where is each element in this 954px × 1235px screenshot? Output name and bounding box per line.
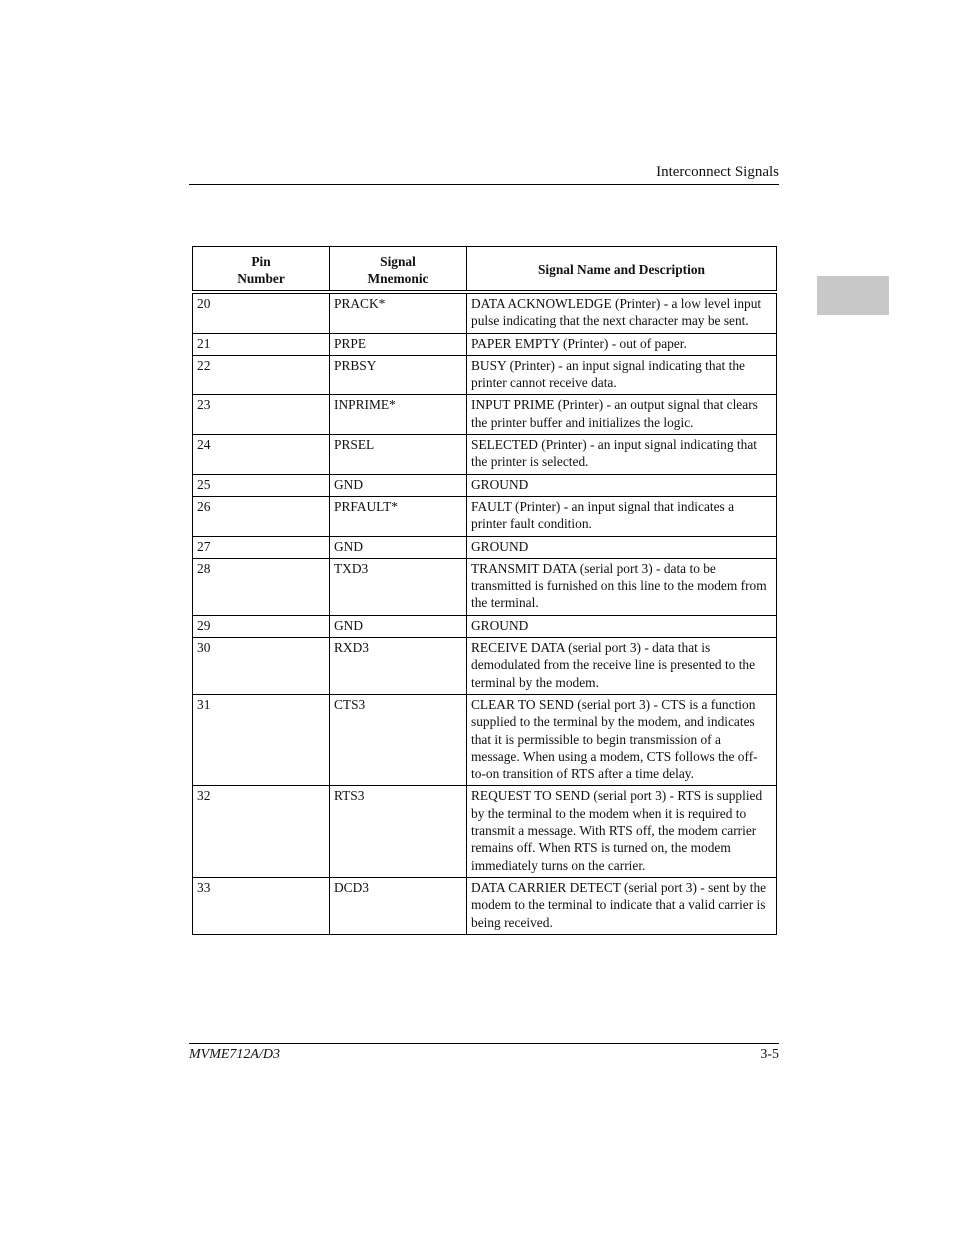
- signal-description-cell: PAPER EMPTY (Printer) - out of paper.: [467, 333, 777, 355]
- table-row: [193, 333, 777, 355]
- pin-number-cell: 27: [193, 536, 330, 558]
- table-row: [193, 536, 777, 558]
- signal-table-body: [193, 292, 777, 934]
- column-header-signal-mnemonic: Signal Mnemonic: [330, 247, 467, 293]
- signal-description-cell: DATA ACKNOWLEDGE (Printer) - a low level input pulse indicating that the next character may be sent.: [467, 292, 777, 333]
- table-row: [193, 558, 777, 615]
- column-header-pin-number: Pin Number: [193, 247, 330, 293]
- pin-number-cell: 33: [193, 877, 330, 934]
- pin-number-cell: 31: [193, 694, 330, 785]
- signal-description-cell: RECEIVE DATA (serial port 3) - data that is demodulated from the receive line is presented to the terminal by the modem.: [467, 638, 777, 695]
- pin-number-cell: 20: [193, 292, 330, 333]
- signal-description-cell: SELECTED (Printer) - an input signal indicating that the printer is selected.: [467, 435, 777, 475]
- pin-number-cell: 23: [193, 395, 330, 435]
- signal-mnemonic-cell: PRBSY: [330, 355, 467, 395]
- pin-number-cell: 25: [193, 474, 330, 496]
- table-row: [193, 638, 777, 695]
- table-row: [193, 395, 777, 435]
- signal-description-cell: REQUEST TO SEND (serial port 3) - RTS is supplied by the terminal to the modem when it is required to transmit a message. With RTS off, the modem carrier remains off. When RTS is turned on, the modem immediately turns on the carrier.: [467, 786, 777, 877]
- pin-number-cell: 22: [193, 355, 330, 395]
- footer-rule: [189, 1043, 779, 1044]
- signal-description-cell: GROUND: [467, 536, 777, 558]
- footer-document-id: MVME712A/D3: [189, 1047, 280, 1062]
- signal-mnemonic-cell: GND: [330, 615, 467, 637]
- pin-number-cell: 30: [193, 638, 330, 695]
- signal-mnemonic-cell: GND: [330, 536, 467, 558]
- signal-mnemonic-cell: PRACK*: [330, 292, 467, 333]
- signal-mnemonic-cell: CTS3: [330, 694, 467, 785]
- footer-page-number: 3-5: [760, 1047, 779, 1062]
- signal-description-cell: TRANSMIT DATA (serial port 3) - data to be transmitted is furnished on this line to the modem from the terminal.: [467, 558, 777, 615]
- signal-mnemonic-cell: PRSEL: [330, 435, 467, 475]
- signal-mnemonic-cell: PRPE: [330, 333, 467, 355]
- table-row: [193, 496, 777, 536]
- signal-mnemonic-cell: GND: [330, 474, 467, 496]
- table-row: [193, 877, 777, 934]
- pin-number-cell: 29: [193, 615, 330, 637]
- table-row: [193, 355, 777, 395]
- signal-mnemonic-cell: RTS3: [330, 786, 467, 877]
- signal-mnemonic-cell: DCD3: [330, 877, 467, 934]
- pin-number-cell: 32: [193, 786, 330, 877]
- table-row: [193, 694, 777, 785]
- signal-description-cell: FAULT (Printer) - an input signal that indicates a printer fault condition.: [467, 496, 777, 536]
- signal-mnemonic-cell: PRFAULT*: [330, 496, 467, 536]
- header-rule: [189, 184, 779, 185]
- signal-description-cell: CLEAR TO SEND (serial port 3) - CTS is a function supplied to the terminal by the modem, and indicates that it is permissible to begin transmission of a message. When using a modem, CTS follows the off-to-on transition of RTS after a time delay.: [467, 694, 777, 785]
- running-header-title: Interconnect Signals: [656, 164, 779, 180]
- signal-description-cell: GROUND: [467, 615, 777, 637]
- signal-description-cell: DATA CARRIER DETECT (serial port 3) - sent by the modem to the terminal to indicate that a valid carrier is being received.: [467, 877, 777, 934]
- table-header-row: [193, 247, 777, 293]
- pin-number-cell: 26: [193, 496, 330, 536]
- signal-description-cell: INPUT PRIME (Printer) - an output signal that clears the printer buffer and initializes the logic.: [467, 395, 777, 435]
- signal-mnemonic-cell: RXD3: [330, 638, 467, 695]
- table-row: [193, 615, 777, 637]
- table-row: [193, 292, 777, 333]
- signal-mnemonic-cell: TXD3: [330, 558, 467, 615]
- column-header-signal-description: Signal Name and Description: [467, 247, 777, 293]
- pin-number-cell: 28: [193, 558, 330, 615]
- pin-number-cell: 24: [193, 435, 330, 475]
- table-row: [193, 435, 777, 475]
- chapter-thumb-tab: [817, 276, 889, 315]
- signal-description-cell: BUSY (Printer) - an input signal indicating that the printer cannot receive data.: [467, 355, 777, 395]
- table-row: [193, 786, 777, 877]
- table-row: [193, 474, 777, 496]
- signal-table: [192, 246, 777, 935]
- signal-mnemonic-cell: INPRIME*: [330, 395, 467, 435]
- signal-description-cell: GROUND: [467, 474, 777, 496]
- pin-number-cell: 21: [193, 333, 330, 355]
